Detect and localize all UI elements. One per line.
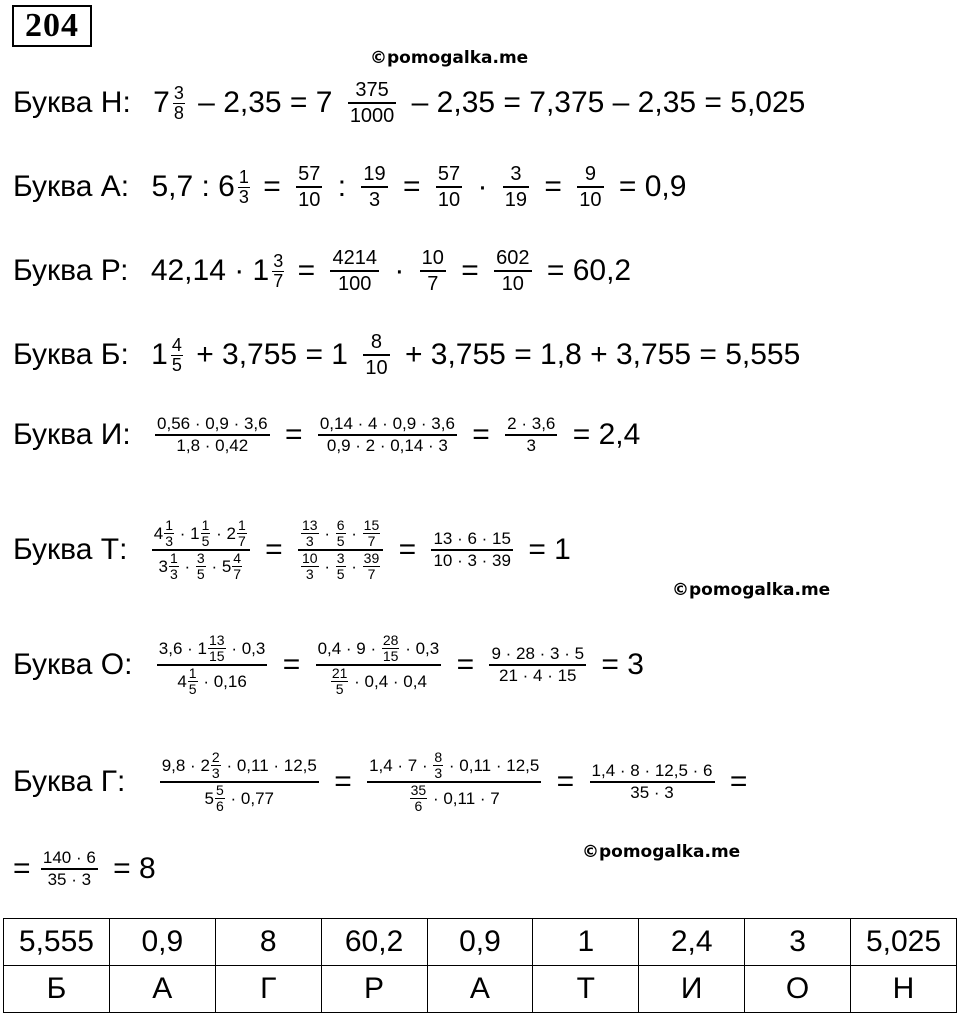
row-letter-b: Буква Б: 1 4 5 + 3,755 = 1 $\frac{8}{10}$ + 3,755 = 1,8 + 3,755 = 5,555	[13, 331, 801, 379]
answer-letter-cell: Б	[4, 966, 110, 1013]
fraction: $\frac{0,14 \cdot 4 \cdot 0,9 \cdot 3,6}{0,9 \cdot 2 \cdot 0,14 \cdot 3}$	[319, 414, 455, 455]
watermark-top: ©pomogalka.me	[370, 48, 529, 68]
answer-value-cell: 60,2	[321, 919, 427, 966]
answer-letter-cell: Н	[851, 966, 957, 1013]
watermark-bottom: ©pomogalka.me	[582, 842, 741, 862]
answer-letter-cell: Т	[533, 966, 639, 1013]
complex-fraction: 4 1 3 · 1 1 5 · 2 1 7 3 1 3 · 3 5 · 5 4 7	[152, 518, 250, 582]
fraction: $\frac{0,56 \cdot 0,9 \cdot 3,6}{1,8 \cdot 0,42}$	[157, 414, 268, 455]
answer-letter-cell: А	[109, 966, 215, 1013]
row-letter-r: Буква Р: 42,14 · 1 3 7 = $\frac{4214}{100}$ · $\frac{10}{7}$ = $\frac{602}{10}$ = 60,2	[13, 247, 632, 295]
answer-value-cell: 3	[745, 919, 851, 966]
fraction: $\frac{4214}{100}$	[332, 247, 377, 295]
answer-letter-cell: А	[427, 966, 533, 1013]
answer-table	[3, 918, 957, 1013]
answer-value-cell: 2,4	[639, 919, 745, 966]
row-label: Буква Н:	[13, 86, 131, 119]
answer-letter-cell: О	[745, 966, 851, 1013]
answer-value-cell: 0,9	[109, 919, 215, 966]
row-label: Буква И:	[13, 418, 131, 451]
fraction: $\frac{2 \cdot 3,6}{3}$	[507, 414, 556, 455]
row-label: Буква Г:	[13, 765, 126, 798]
row-label: Буква Р:	[13, 254, 129, 287]
row-letter-g: Буква Г: 9,8 · 2 2 3 · 0,11 · 12,5 5 5 6 · 0,77 = 1,4 · 7 · 8 3 · 0,11 · 12,5 35 6 · 0,11 · 7 = $\frac{1,4 \cdot 8 \cdot 12,5 \cdot 6}{35 \cdot 3}$ =	[13, 749, 748, 814]
fraction: $\frac{602}{10}$	[496, 247, 530, 295]
complex-fraction: 9,8 · 2 2 3 · 0,11 · 12,5 5 5 6 · 0,77	[161, 749, 317, 814]
answer-letters-row	[4, 966, 957, 1013]
answer-letter-cell: Р	[321, 966, 427, 1013]
fraction: $\frac{19}{3}$	[363, 163, 386, 211]
row-letter-n: Буква Н: 7 3 8 – 2,35 = 7 $\frac{375}{1000}$ – 2,35 = 7,375 – 2,35 = 5,025	[13, 79, 806, 127]
row-label: Буква Б:	[13, 338, 129, 371]
row-label: Буква Т:	[13, 533, 128, 566]
row-letter-o: Буква О: 3,6 · 1 13 15 · 0,3 4 1 5 · 0,16 = 0,4 · 9 · 28 15 · 0,3 21 5 · 0,4 · 0,4 = $\frac{9 \cdot 28 \cdot 3 \cdot 5}{21 \cdot 4 \cdot 15}$ = 3	[13, 632, 644, 697]
watermark-middle: ©pomogalka.me	[672, 580, 831, 600]
fraction: $\frac{140 \cdot 6}{35 \cdot 3}$	[42, 848, 96, 889]
fraction: $\frac{375}{1000}$	[349, 79, 395, 127]
mixed-number: 42,14 · 1 3 7	[150, 250, 284, 291]
answer-value-cell: 5,025	[851, 919, 957, 966]
row-letter-a: Буква А: 5,7 : 6 1 3 = $\frac{57}{10}$ : $\frac{19}{3}$ = $\frac{57}{10}$ · $\frac{3}{19}$ = $\frac{9}{10}$ = 0,9	[13, 163, 687, 211]
mixed-number: 1 4 5	[151, 334, 182, 375]
answer-values-row	[4, 919, 957, 966]
row-letter-t: Буква Т: 4 1 3 · 1 1 5 · 2 1 7 3 1 3 · 3 5 · 5 4 7 = 13 3 · 6 5 · 15 7 10 3 · 3 5 · 39 7 = $\frac{13 \cdot 6 \cdot 15}{10 \cdot 3 \cdot 39}$ = 1	[13, 517, 571, 582]
fraction: $\frac{13 \cdot 6 \cdot 15}{10 \cdot 3 \cdot 39}$	[433, 529, 511, 570]
complex-fraction: 3,6 · 1 13 15 · 0,3 4 1 5 · 0,16	[158, 632, 266, 697]
mixed-number: 5,7 : 6 1 3	[151, 166, 249, 207]
fraction: $\frac{1,4 \cdot 8 \cdot 12,5 \cdot 6}{35 \cdot 3}$	[591, 761, 713, 802]
complex-fraction: 13 3 · 6 5 · 15 7 10 3 · 3 5 · 39 7	[298, 518, 383, 582]
row-label: Буква А:	[13, 170, 130, 203]
row-label: Буква О:	[13, 648, 133, 681]
row-letter-i: Буква И: $\frac{0,56 \cdot 0,9 \cdot 3,6}{1,8 \cdot 0,42}$ = $\frac{0,14 \cdot 4 \cdot 0,9 \cdot 3,6}{0,9 \cdot 2 \cdot 0,14 \cdot 3}$ = $\frac{2 \cdot 3,6}{3}$ = 2,4	[13, 414, 641, 455]
answer-value-cell: 1	[533, 919, 639, 966]
mixed-number: 7 3 8	[153, 82, 184, 123]
answer-letter-cell: И	[639, 966, 745, 1013]
fraction: $\frac{57}{10}$	[437, 163, 461, 211]
row-letter-g-continued: = $\frac{140 \cdot 6}{35 \cdot 3}$ = 8	[13, 848, 156, 889]
fraction: $\frac{10}{7}$	[421, 247, 444, 295]
fraction: $\frac{8}{10}$	[365, 331, 388, 379]
task-number: 204	[12, 5, 92, 47]
fraction: $\frac{9 \cdot 28 \cdot 3 \cdot 5}{21 \cdot 4 \cdot 15}$	[491, 644, 585, 685]
answer-value-cell: 0,9	[427, 919, 533, 966]
fraction: $\frac{57}{10}$	[298, 163, 321, 211]
answer-letter-cell: Г	[215, 966, 321, 1013]
complex-fraction: 1,4 · 7 · 8 3 · 0,11 · 12,5 35 6 · 0,11 · 7	[369, 749, 540, 814]
answer-value-cell: 5,555	[4, 919, 110, 966]
answer-value-cell: 8	[215, 919, 321, 966]
fraction: $\frac{3}{19}$	[504, 163, 528, 211]
complex-fraction: 0,4 · 9 · 28 15 · 0,3 21 5 · 0,4 · 0,4	[317, 632, 440, 697]
fraction: $\frac{9}{10}$	[579, 163, 602, 211]
